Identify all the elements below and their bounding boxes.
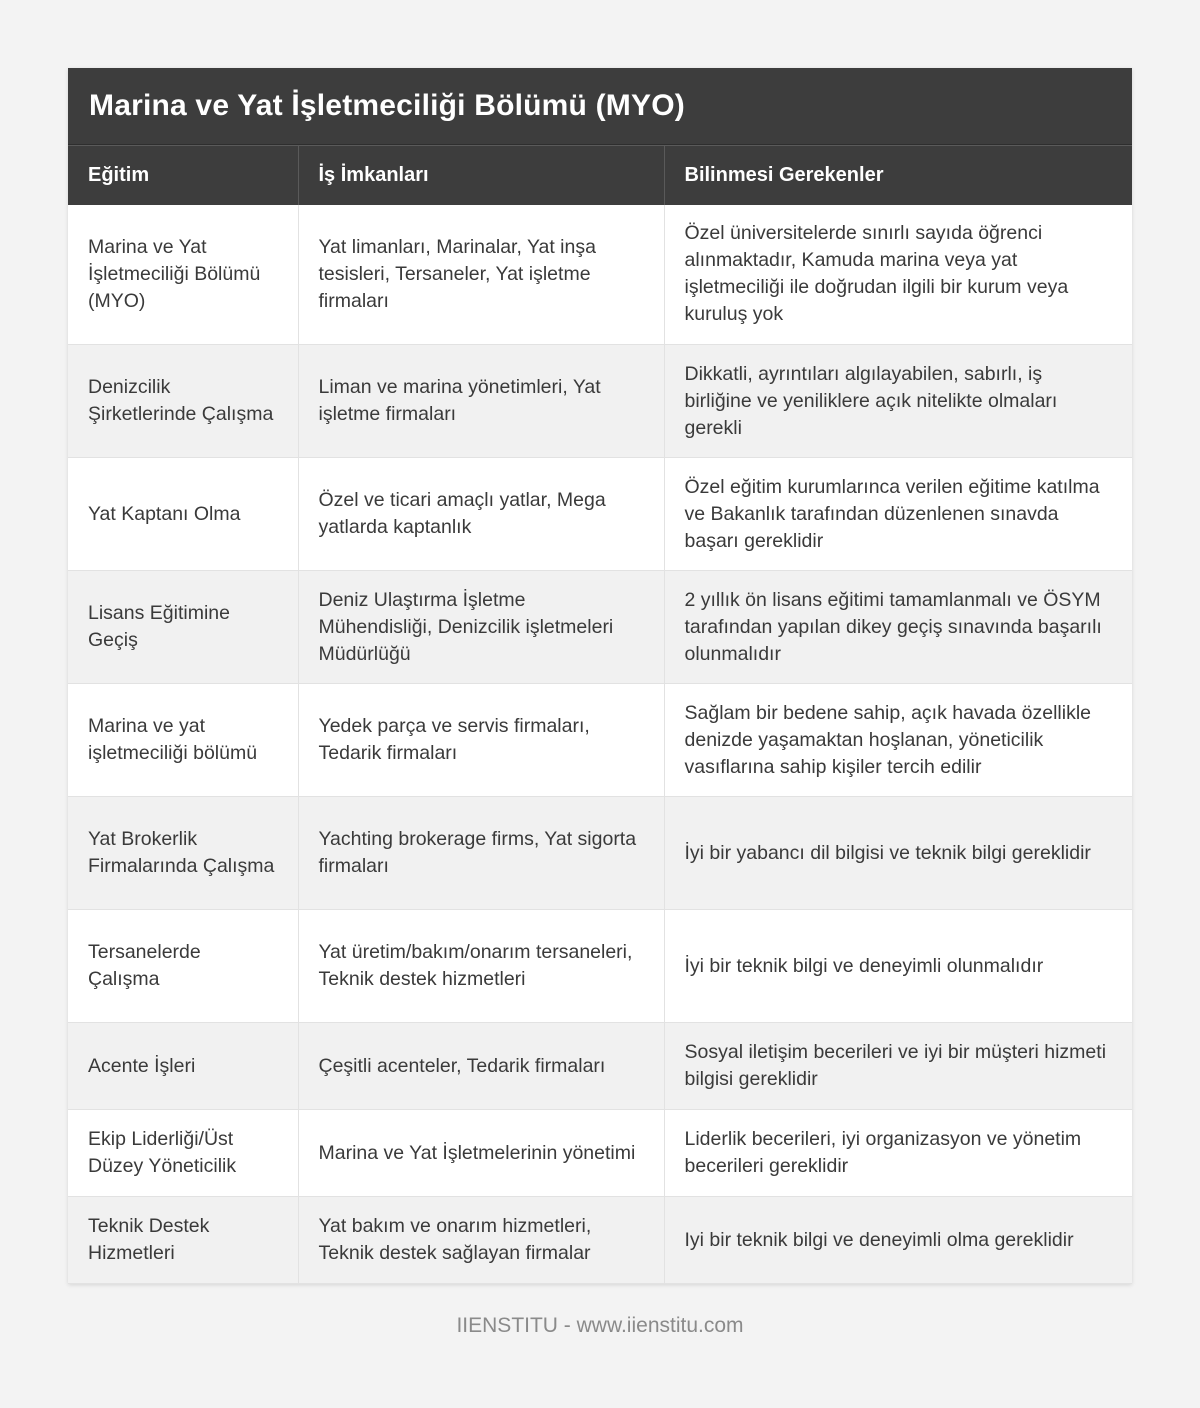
table-cell: Yat Brokerlik Firmalarında Çalışma [68, 797, 298, 910]
table-row [68, 797, 1132, 910]
table-cell: Acente İşleri [68, 1023, 298, 1110]
page-title: Marina ve Yat İşletmeciliği Bölümü (MYO) [89, 89, 685, 122]
table-cell: Yat limanları, Marinalar, Yat inşa tesisleri, Tersaneler, Yat işletme firmaları [298, 205, 664, 345]
table-cell: Yachting brokerage firms, Yat sigorta firmaları [298, 797, 664, 910]
table-row [68, 571, 1132, 684]
data-table [68, 145, 1132, 1284]
table-cell: Özel eğitim kurumlarınca verilen eğitime katılma ve Bakanlık tarafından düzenlenen sınavda başarı gereklidir [664, 458, 1132, 571]
table-cell: Özel ve ticari amaçlı yatlar, Mega yatlarda kaptanlık [298, 458, 664, 571]
table-row [68, 205, 1132, 345]
table-cell: Marina ve Yat İşletmeciliği Bölümü (MYO) [68, 205, 298, 345]
table-cell: Yat Kaptanı Olma [68, 458, 298, 571]
table-row [68, 910, 1132, 1023]
table-cell: Tersanelerde Çalışma [68, 910, 298, 1023]
table-cell: Teknik Destek Hizmetleri [68, 1197, 298, 1284]
table-row [68, 1197, 1132, 1284]
table-cell: Yat bakım ve onarım hizmetleri, Teknik destek sağlayan firmalar [298, 1197, 664, 1284]
footer-credit: IIENSTITU - www.iienstitu.com [456, 1314, 744, 1337]
table-cell: Iyi bir teknik bilgi ve deneyimli olma gereklidir [664, 1197, 1132, 1284]
table-cell: Dikkatli, ayrıntıları algılayabilen, sabırlı, iş birliğine ve yeniliklere açık nitelikte olmaları gerekli [664, 345, 1132, 458]
table-card [68, 68, 1132, 1284]
column-header-is-imkanlari: İş İmkanları [298, 146, 664, 205]
table-cell: Marina ve yat işletmeciliği bölümü [68, 684, 298, 797]
table-cell: Liman ve marina yönetimleri, Yat işletme firmaları [298, 345, 664, 458]
column-header-bilinmesi-gerekenler: Bilinmesi Gerekenler [664, 146, 1132, 205]
table-cell: 2 yıllık ön lisans eğitimi tamamlanmalı ve ÖSYM tarafından yapılan dikey geçiş sınavında başarılı olunmalıdır [664, 571, 1132, 684]
table-cell: Yedek parça ve servis firmaları, Tedarik firmaları [298, 684, 664, 797]
table-row [68, 345, 1132, 458]
table-cell: Liderlik becerileri, iyi organizasyon ve yönetim becerileri gereklidir [664, 1110, 1132, 1197]
table-cell: İyi bir yabancı dil bilgisi ve teknik bilgi gereklidir [664, 797, 1132, 910]
table-cell: Ekip Liderliği/Üst Düzey Yöneticilik [68, 1110, 298, 1197]
table-cell: Yat üretim/bakım/onarım tersaneleri, Teknik destek hizmetleri [298, 910, 664, 1023]
table-cell: İyi bir teknik bilgi ve deneyimli olunmalıdır [664, 910, 1132, 1023]
table-cell: Sosyal iletişim becerileri ve iyi bir müşteri hizmeti bilgisi gereklidir [664, 1023, 1132, 1110]
table-row [68, 684, 1132, 797]
table-cell: Lisans Eğitimine Geçiş [68, 571, 298, 684]
table-cell: Özel üniversitelerde sınırlı sayıda öğrenci alınmaktadır, Kamuda marina veya yat işletmeciliği ile doğrudan ilgili bir kurum veya kuruluş yok [664, 205, 1132, 345]
table-cell: Deniz Ulaştırma İşletme Mühendisliği, Denizcilik işletmeleri Müdürlüğü [298, 571, 664, 684]
table-row [68, 1023, 1132, 1110]
table-cell: Çeşitli acenteler, Tedarik firmaları [298, 1023, 664, 1110]
table-cell: Marina ve Yat İşletmelerinin yönetimi [298, 1110, 664, 1197]
table-row [68, 1110, 1132, 1197]
column-header-egitim: Eğitim [68, 146, 298, 205]
table-cell: Denizcilik Şirketlerinde Çalışma [68, 345, 298, 458]
header-row [68, 146, 1132, 205]
title-bar [68, 68, 1132, 145]
table-row [68, 458, 1132, 571]
table-cell: Sağlam bir bedene sahip, açık havada özellikle denizde yaşamaktan hoşlanan, yöneticilik vasıflarına sahip kişiler tercih edilir [664, 684, 1132, 797]
